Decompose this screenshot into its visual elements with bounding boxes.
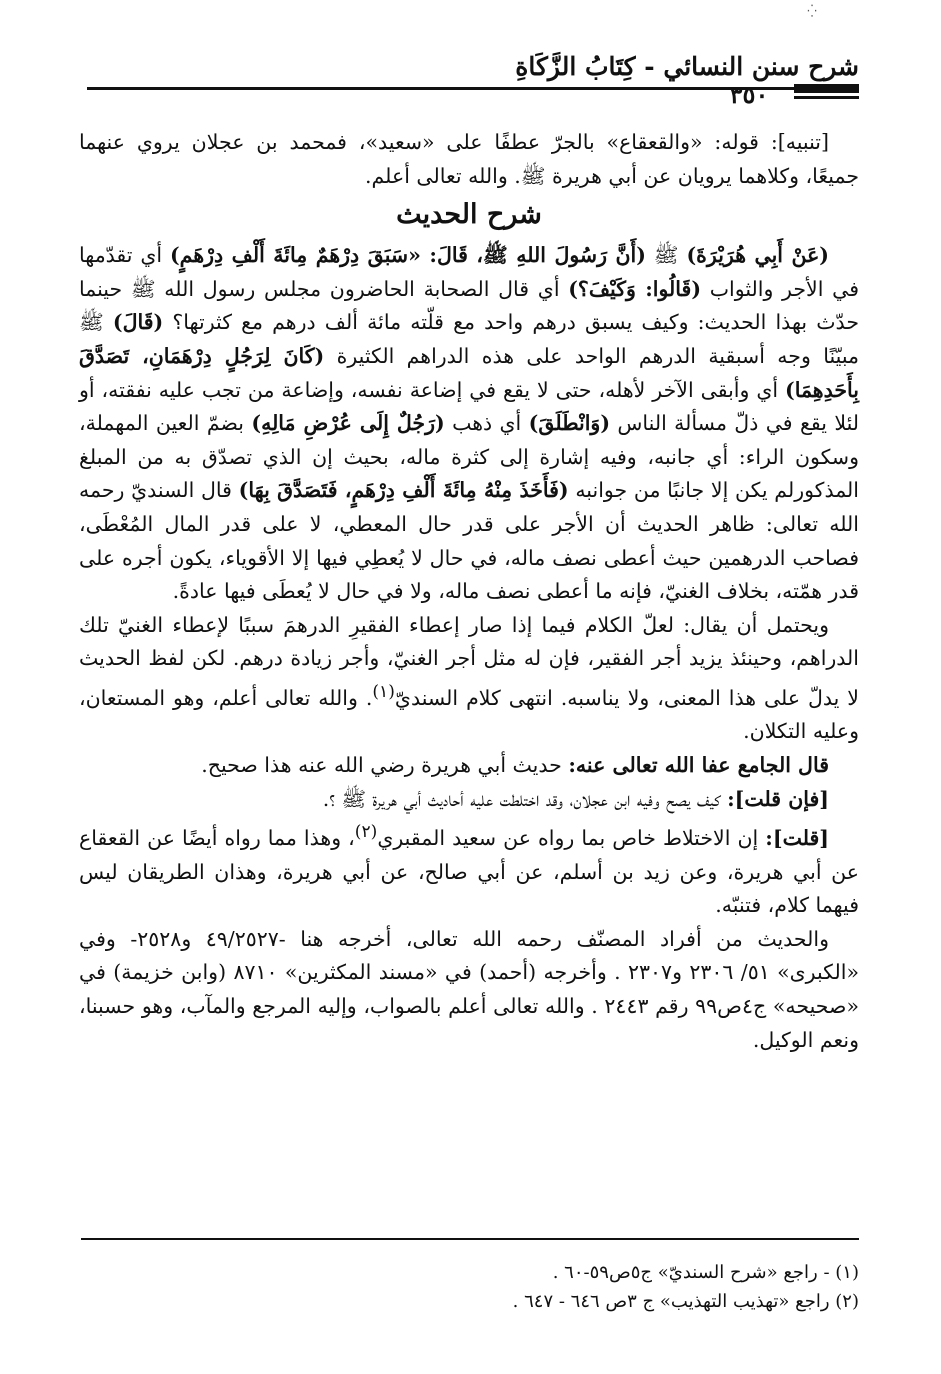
running-header-title: شرح سنن النسائي - كِتَابُ الزَّكَاةِ bbox=[515, 52, 859, 81]
ruling-paragraph bbox=[79, 749, 859, 783]
text-run: قال السنديّ رحمه الله تعالى: ظاهر الحديث أن الأجر على قدر حال المعطي، لا على قدر المال المُعْطَى، فصاحب الدرهمين حيث أعطى نصف ماله، في حال لا يُعطِي فيها إلا الأقوياء، يكون أجره على قدر همّته، بخلاف الغنيّ، فإنه ما أعطى نصف ماله، ولا في حال لا يُعطَى فيها عادةً. bbox=[79, 478, 859, 604]
text-run: . والله تعالى أعلم، وهو المستعان، وعليه التكلان. bbox=[79, 685, 859, 744]
text-run: والحديث من أفراد المصنّف رحمه الله تعالى، أخرجه هنا -٤٩/٢٥٢٧ و٢٥٢٨- وفي «الكبرى» ٥١/ ٢٣٠٦ و٢٣٠٧ . وأخرجه (أحمد) في «مسند المكثرين» ٨٧١٠ (وابن خزيمة) في «صحيحه» ج٤ص٩٩ رقم ٢٤٤٣ . والله تعالى أعلم بالصواب، وإليه المرجع والمآب، وهو حسبنا، ونعم الوكيل. bbox=[79, 926, 859, 1052]
main-text bbox=[79, 126, 859, 1057]
footnote-1: (١) - راجع «شرح السنديّ» ج٥ص٥٩-٦٠ . bbox=[552, 1262, 859, 1283]
section-title: شرح الحديث bbox=[396, 199, 542, 231]
page-number-ornament bbox=[794, 84, 859, 102]
hadith-text: (أَنَّ رَسُولَ اللهِ ﷺ، قَالَ: «سَبَقَ دِرْهَمٌ مِائَةَ أَلْفِ دِرْهَمٍ) bbox=[169, 243, 646, 268]
hadith-phrase: (وَانْطَلَقَ) bbox=[528, 411, 611, 436]
text-run: أي تقدّمها في الأجر والثواب bbox=[79, 243, 859, 301]
footnote-separator bbox=[81, 1238, 859, 1240]
text-run: أي ذهب bbox=[444, 411, 529, 436]
commentary-paragraph bbox=[79, 609, 859, 749]
footnote-2: (٢) راجع «تهذيب التهذيب» ج ٣ص ٦٤٦ - ٦٤٧ . bbox=[512, 1291, 859, 1312]
objection-label: [فإن قلت]: bbox=[727, 786, 829, 811]
text-run: حديث أبي هريرة رضي الله عنه هذا صحيح. bbox=[201, 752, 569, 777]
scan-mark: ⁛ bbox=[807, 4, 817, 18]
ruling-label: قال الجامع عفا الله تعالى عنه: bbox=[568, 752, 829, 777]
hadith-question: (قَالُوا: وَكَيْفَ؟) bbox=[568, 276, 702, 301]
note-line-1: [تنبيه]: قوله: «والقعقاع» بالجرّ عطفًا على «سعيد»، فمحمد بن عجلان يروي bbox=[136, 130, 829, 154]
hadith-phrase: (رَجُلٌ إِلَى عُرْضِ مَالِهِ) bbox=[251, 411, 445, 436]
page-number: ٣٥٠ bbox=[729, 80, 769, 109]
text-run: بضمّ العين المهملة، وسكون الراء: أي جانبه، وفيه إشارة إلى كثرة ماله، بحيث إن الذي تصدّق به من المبلغ المذكورلم يكن إلا جانبًا من جوانبه bbox=[79, 411, 859, 503]
objection-paragraph bbox=[79, 783, 859, 817]
footnote-ref: (١) bbox=[372, 681, 395, 702]
text-run: كيف يصح وفيه ابن عجلان، وقد اختلطت عليه أحاديث أبي هريرة ﷺ ؟. bbox=[322, 786, 728, 811]
footnotes bbox=[79, 1258, 859, 1316]
text-run: ، وهذا مما رواه أيضًا عن القعقاع عن أبي هريرة، وعن زيد بن أسلم، عن أبي صالح، عن أبي هريرة، وهذان الطريقان ليس فيهما كلام، فتنبّه. bbox=[79, 825, 859, 918]
reply-paragraph bbox=[79, 816, 859, 923]
note-line-2: عنهما جميعًا، وكلاهما يرويان عن أبي هريرة ﷺ. والله تعالى أعلم. bbox=[79, 130, 859, 188]
text-run: إن الاختلاط خاص بما رواه عن سعيد المقبري bbox=[377, 825, 766, 850]
reply-label: [قلت]: bbox=[765, 825, 829, 850]
hadith-paragraph bbox=[79, 239, 859, 609]
hadith-phrase: (كَانَ لِرَجُلٍ دِرْهَمَانِ، تَصَدَّقَ بِأَحَدِهِمَا) bbox=[79, 343, 859, 402]
text-run: ﷺ مبيّنًا وجه أسبقية الدرهم الواحد على هذه الدراهم الكثيرة bbox=[79, 310, 859, 368]
hadith-phrase: (فَأَخَذَ مِنْهُ مِائَةَ أَلْفِ دِرْهَمٍ، فَتَصَدَّقَ بِهَا) bbox=[238, 478, 569, 503]
takhrij-paragraph bbox=[79, 923, 859, 1057]
hadith-narrator: (عَنْ أَبِي هُرَيْرَةَ) bbox=[686, 243, 829, 268]
note-paragraph bbox=[79, 126, 859, 193]
text-run: أي وأبقى الآخر لأهله، حتى لا يقع في إضاعة نفسه، وإضاعة من تجب عليه نفقته، أو لئلا يقع في ذلّ مسألة الناس bbox=[79, 377, 859, 436]
text-run: ﷺ bbox=[645, 243, 687, 268]
footnote-ref: (٢) bbox=[354, 822, 378, 843]
text-run: أي قال الصحابة الحاضرون مجلس رسول الله ﷺ حينما حدّث بهذا الحديث: وكيف يسبق درهم واحد مع قلّته مائة ألف درهم مع كثرتها؟ bbox=[79, 276, 859, 335]
text-run: ويحتمل أن يقال: لعلّ الكلام فيما إذا صار إعطاء الفقيرِ الدرهمَ سببًا لإعطاء الغنيّ تلك الدراهم، وحينئذ يزيد أجر الفقير، فإن له مثل أجر الغنيّ، وأجر زيادة درهم. لكن لفظ الحديث لا يدلّ على هذا المعنى، ولا يناسبه. انتهى كلام السنديّ bbox=[79, 612, 859, 710]
hadith-answer: (قَالَ) bbox=[112, 310, 164, 335]
